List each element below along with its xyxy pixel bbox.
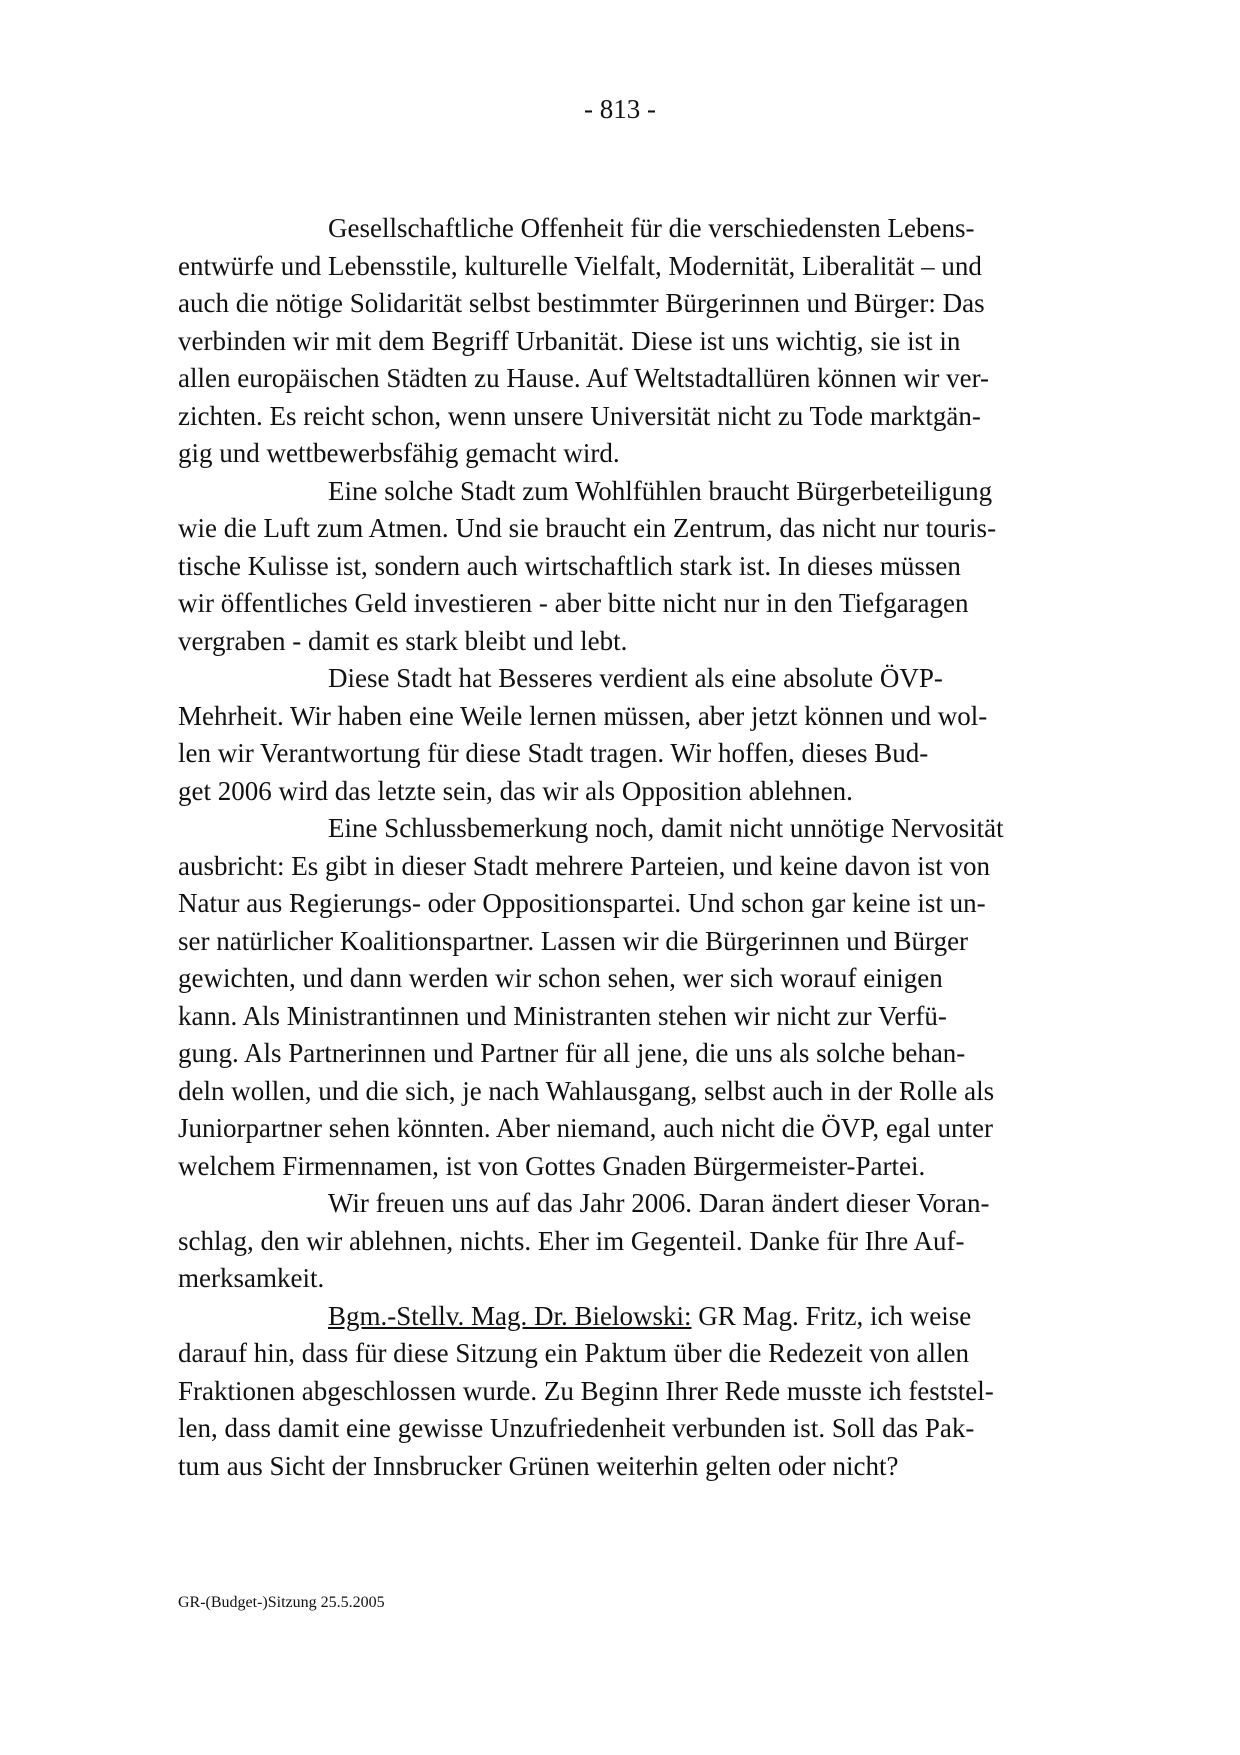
text-line: schlag, den wir ablehnen, nichts. Eher im Gegenteil. Danke für Ihre Auf- — [178, 1225, 965, 1256]
text-line: wie die Luft zum Atmen. Und sie braucht ein Zentrum, das nicht nur touris- — [178, 513, 997, 543]
page-footer: GR-(Budget-)Sitzung 25.5.2005 — [178, 1594, 385, 1611]
text-line: darauf hin, dass für diese Sitzung ein Paktum über die Redezeit von allen — [178, 1338, 970, 1368]
text-line: len wir Verantwortung für diese Stadt tragen. Wir hoffen, dieses Bud- — [178, 738, 929, 768]
text-line: Natur aus Regierungs- oder Oppositionspartei. Und schon gar keine ist un- — [178, 888, 986, 918]
text-line: deln wollen, und die sich, je nach Wahlausgang, selbst auch in der Rolle als — [178, 1075, 995, 1106]
text-line: tische Kulisse ist, sondern auch wirtschaftlich stark ist. In dieses müssen — [178, 550, 961, 581]
text-line: gung. Als Partnerinnen und Partner für all jene, die uns als solche behan- — [178, 1038, 966, 1068]
text-line: Eine Schlussbemerkung noch, damit nicht unnötige Nervosität — [328, 813, 1004, 843]
text-line: Fraktionen abgeschlossen wurde. Zu Beginn Ihrer Rede musste ich feststel- — [178, 1375, 994, 1406]
paragraph — [178, 473, 1068, 661]
text-line: welchem Firmennamen, ist von Gottes Gnaden Bürgermeister-Partei. — [178, 1150, 926, 1181]
paragraph — [178, 1185, 1068, 1298]
text-line: Juniorpartner sehen könnten. Aber niemand, auch nicht die ÖVP, egal unter — [178, 1113, 994, 1143]
text-line: kann. Als Ministrantinnen und Ministranten stehen wir nicht zur Verfü- — [178, 1000, 947, 1031]
text-line — [178, 1298, 1068, 1336]
speaker-text: GR Mag. Fritz, ich weise — [691, 1300, 972, 1331]
text-line: merksamkeit. — [178, 1263, 325, 1293]
text-line: zichten. Es reicht schon, wenn unsere Universität nicht zu Tode marktgän- — [178, 400, 981, 431]
text-line: Diese Stadt hat Besseres verdient als eine absolute ÖVP- — [328, 663, 943, 693]
text-line: Mehrheit. Wir haben eine Weile lernen müssen, aber jetzt können und wol- — [178, 700, 988, 731]
text-line: verbinden wir mit dem Begriff Urbanität. Diese ist uns wichtig, sie ist in — [178, 325, 961, 356]
text-line: allen europäischen Städten zu Hause. Auf Weltstadtallüren können wir ver- — [178, 363, 990, 393]
speaker-name: Bgm.-Stellv. Mag. Dr. Bielowski: — [328, 1300, 692, 1331]
text-line: wir öffentliches Geld investieren - aber bitte nicht nur in den Tiefgaragen — [178, 588, 969, 618]
page-number: - 813 - — [584, 94, 656, 124]
text-line: gewichten, und dann werden wir schon sehen, wer sich worauf einigen — [178, 963, 943, 993]
paragraph — [178, 210, 1068, 473]
text-line: vergraben - damit es stark bleibt und lebt. — [178, 625, 628, 656]
paragraph — [178, 660, 1068, 810]
text-line: Eine solche Stadt zum Wohlfühlen braucht Bürgerbeteiligung — [328, 475, 993, 506]
text-line: get 2006 wird das letzte sein, das wir als Opposition ablehnen. — [178, 775, 853, 806]
text-line: len, dass damit eine gewisse Unzufriedenheit verbunden ist. Soll das Pak- — [178, 1413, 975, 1443]
text-line: ausbricht: Es gibt in dieser Stadt mehrere Parteien, und keine davon ist von — [178, 850, 991, 881]
document-body — [178, 210, 1068, 1485]
text-line: ser natürlicher Koalitionspartner. Lassen wir die Bürgerinnen und Bürger — [178, 925, 969, 956]
text-line: Wir freuen uns auf das Jahr 2006. Daran ändert dieser Voran- — [328, 1188, 990, 1218]
text-line: Gesellschaftliche Offenheit für die verschiedensten Lebens- — [328, 213, 975, 243]
paragraph — [178, 810, 1068, 1185]
text-line: auch die nötige Solidarität selbst bestimmter Bürgerinnen und Bürger: Das — [178, 288, 985, 318]
speaker-paragraph — [178, 1298, 1068, 1486]
text-line: entwürfe und Lebensstile, kulturelle Vielfalt, Modernität, Liberalität – und — [178, 250, 982, 281]
text-line: gig und wettbewerbsfähig gemacht wird. — [178, 438, 620, 468]
text-line: tum aus Sicht der Innsbrucker Grünen weiterhin gelten oder nicht? — [178, 1450, 899, 1481]
